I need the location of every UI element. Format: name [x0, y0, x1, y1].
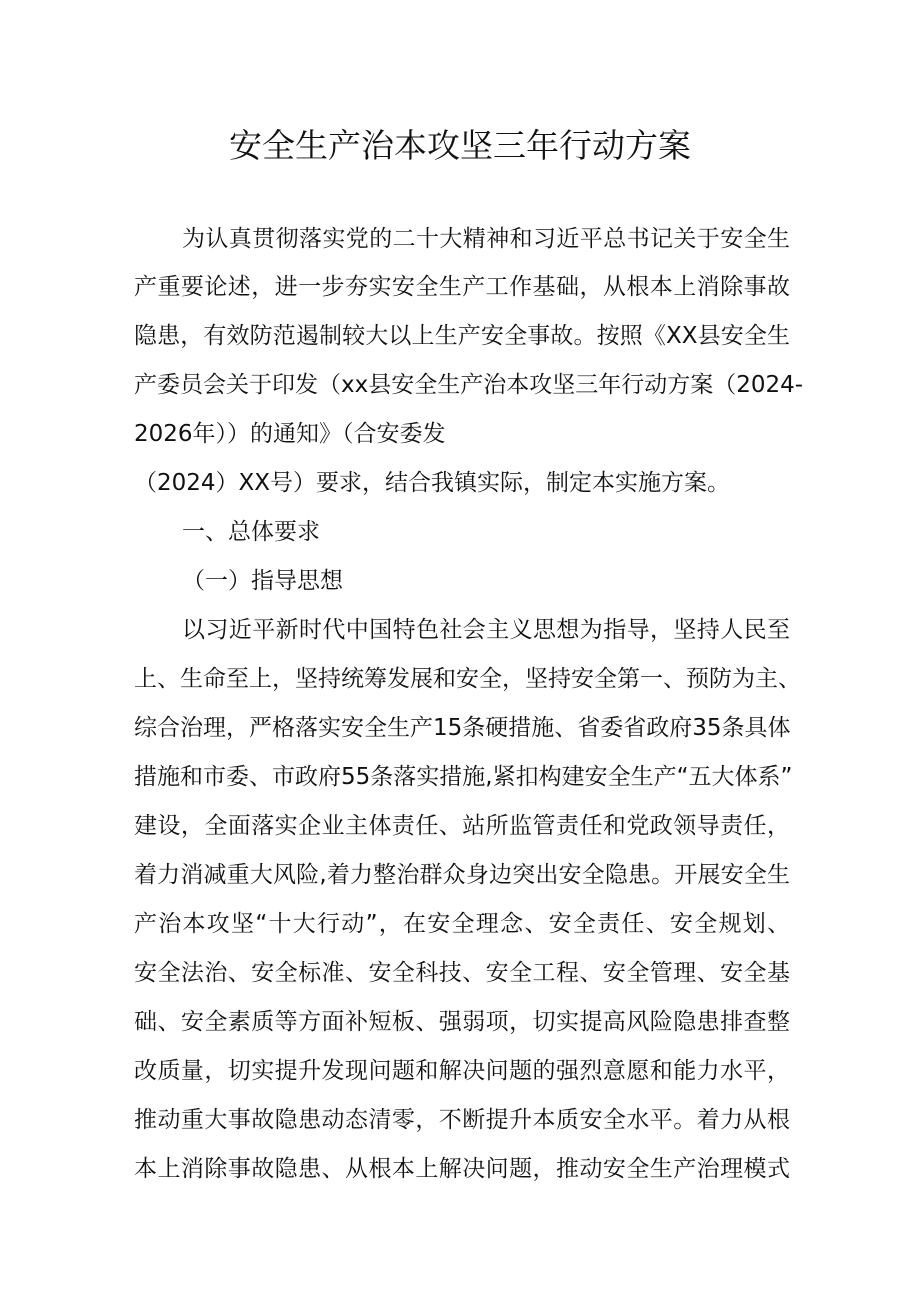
paragraph-line: 为认真贯彻落实党的二十大精神和习近平总书记关于安全生 [182, 226, 790, 252]
section-heading: 一、总体要求 [182, 519, 320, 545]
paragraph-line: 改质量，切实提升发现问题和解决问题的强烈意愿和能力水平， [134, 1058, 790, 1084]
paragraph-line: 安全法治、安全标准、安全科技、安全工程、安全管理、安全基 [134, 960, 790, 986]
paragraph-line: 推动重大事故隐患动态清零，不断提升本质安全水平。着力从根 [134, 1107, 790, 1133]
paragraph-line: 产委员会关于印发（xx县安全生产治本攻坚三年行动方案（2024- [134, 372, 804, 398]
paragraph-line: 措施和市委、市政府55条落实措施,紧扣构建安全生产“五大体系” [134, 764, 793, 790]
paragraph-line: 综合治理，严格落实安全生产15条硬措施、省委省政府35条具体 [134, 715, 791, 741]
paragraph-line: 隐患，有效防范遏制较大以上生产安全事故。按照《XX县安全生 [134, 323, 790, 349]
paragraph-line: 以习近平新时代中国特色社会主义思想为指导，坚持人民至 [182, 617, 790, 643]
paragraph-line: 着力消减重大风险,着力整治群众身边突出安全隐患。开展安全生 [134, 862, 790, 888]
paragraph-line: 建设，全面落实企业主体责任、站所监管责任和党政领导责任， [134, 813, 790, 839]
paragraph-line: 础、安全素质等方面补短板、强弱项，切实提高风险隐患排查整 [134, 1009, 790, 1035]
document-title: 安全生产治本攻坚三年行动方案 [229, 126, 691, 165]
paragraph-line: 产治本攻坚“十大行动”，在安全理念、安全责任、安全规划、 [134, 911, 790, 937]
paragraph-line: 本上消除事故隐患、从根本上解决问题，推动安全生产治理模式 [134, 1156, 790, 1182]
subsection-heading: （一）指导思想 [182, 568, 343, 594]
paragraph-line: 2026年））的通知》（合安委发 [134, 421, 446, 447]
paragraph-line: （2024）XX号）要求，结合我镇实际，制定本实施方案。 [134, 470, 731, 496]
paragraph-line: 产重要论述，进一步夯实安全生产工作基础，从根本上消除事故 [134, 274, 790, 300]
paragraph-line: 上、生命至上，坚持统筹发展和安全，坚持安全第一、预防为主、 [134, 666, 801, 692]
